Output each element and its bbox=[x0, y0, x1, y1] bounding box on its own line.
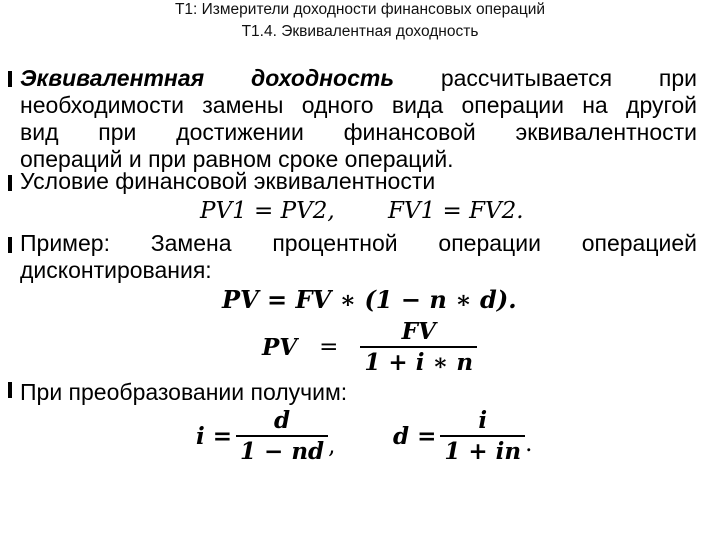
formula-equals: = bbox=[319, 334, 339, 360]
fraction-fv-over-interest bbox=[360, 318, 477, 376]
bullet-marker bbox=[8, 71, 12, 87]
fraction-denominator: 1 + i ∗ n bbox=[364, 349, 474, 376]
slide-header-subtopic: Т1.4. Эквивалентная доходность bbox=[241, 23, 479, 40]
formula-pv-discount: PV = FV ∗ (1 − n ∗ d). bbox=[222, 285, 517, 314]
formula-i bbox=[196, 407, 335, 465]
formula-pv-fraction bbox=[262, 318, 477, 376]
definition-line-3: вид при достижении финансовой эквивалентности bbox=[20, 119, 697, 145]
condition-equation-pv: PV1 = PV2, bbox=[200, 198, 335, 224]
fraction-d bbox=[440, 407, 525, 465]
definition-paragraph bbox=[20, 65, 697, 173]
fraction-i bbox=[236, 407, 328, 465]
definition-line-2: необходимости замены одного вида операции на другой bbox=[20, 92, 697, 118]
definition-line-1-rest: рассчитывается при bbox=[440, 65, 697, 91]
transform-label: При преобразовании получим: bbox=[20, 379, 348, 405]
formula-end-period: . bbox=[525, 431, 533, 457]
example-line-2: дисконтирования: bbox=[20, 257, 212, 283]
fraction-d-numerator: i bbox=[478, 407, 488, 434]
example-paragraph bbox=[20, 230, 697, 284]
formula-d-lhs: d = bbox=[393, 422, 437, 450]
example-line-1: Пример: Замена процентной операции операцией bbox=[20, 230, 697, 256]
definition-term: Эквивалентная доходность bbox=[20, 65, 395, 91]
definition-line-1 bbox=[20, 65, 697, 92]
bullet-marker bbox=[8, 175, 12, 191]
bullet-marker bbox=[8, 237, 12, 253]
fraction-d-denominator: 1 + in bbox=[444, 438, 522, 465]
slide-header-topic: Т1: Измерители доходности финансовых операций bbox=[174, 1, 546, 18]
fraction-i-denominator: 1 − nd bbox=[240, 438, 325, 465]
condition-label: Условие финансовой эквивалентности bbox=[20, 168, 436, 194]
formula-pv-lhs: PV bbox=[262, 333, 298, 361]
formula-i-lhs: i = bbox=[196, 422, 233, 450]
definition-line-4: операций и при равном сроке операций. bbox=[20, 146, 454, 172]
fraction-i-numerator: d bbox=[274, 407, 291, 434]
condition-equation-fv: FV1 = FV2. bbox=[388, 198, 524, 224]
formula-separator: , bbox=[328, 433, 336, 459]
fraction-numerator: FV bbox=[401, 318, 436, 345]
formula-d bbox=[393, 407, 532, 465]
bullet-marker bbox=[8, 382, 12, 398]
